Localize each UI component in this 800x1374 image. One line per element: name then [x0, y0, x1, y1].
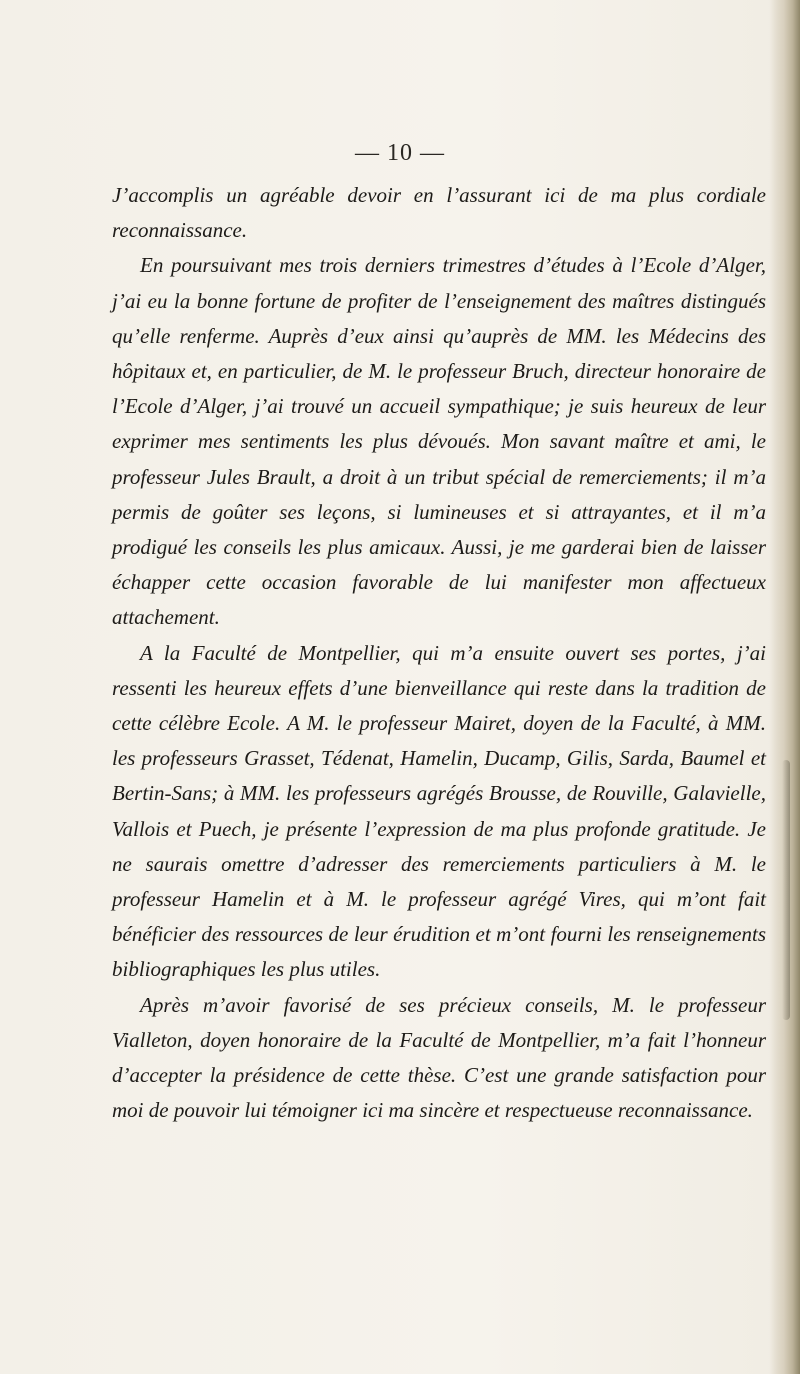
paragraph: Après m’avoir favorisé de ses précieux conseils, M. le professeur Vialleton, doyen honoraire de la Faculté de Montpellier, m’a fait l’honneur d’accepter la présidence de cette thèse. C’est une grande satisfaction pour moi de pouvoir lui témoigner ici ma sincère et respectueuse reconnaissance. [112, 992, 766, 1123]
body-text [112, 178, 766, 1128]
paragraph: En poursuivant mes trois derniers trimestres d’études à l’Ecole d’Alger, j’ai eu la bonne fortune de profiter de l’enseignement des maîtres distingués qu’elle renferme. Auprès d’eux ainsi qu’auprès de MM. les Médecins des hôpitaux et, en particulier, de M. le professeur Bruch, directeur honoraire de l’Ecole d’Alger, j’ai trouvé un accueil sympathique; je suis heureux de leur exprimer mes sentiments les plus dévoués. Mon savant maître et ami, le professeur Jules Brault, a droit à un tribut spécial de remerciements; il m’a permis de goûter ses leçons, si lumineuses et si attrayantes, et il m’a prodigué les conseils les plus amicaux. Aussi, je me garderai bien de laisser échapper cette occasion favorable de lui manifester mon affectueux attachement. [112, 253, 766, 630]
page-number: — 10 — [355, 140, 445, 166]
paragraph: J’accomplis un agréable devoir en l’assurant ici de ma plus cordiale reconnaissance. [112, 183, 766, 243]
paragraph: A la Faculté de Montpellier, qui m’a ensuite ouvert ses portes, j’ai ressenti les heureux effets d’une bienveillance qui reste dans la tradition de cette célèbre Ecole. A M. le professeur Mairet, doyen de la Faculté, à MM. les professeurs Grasset, Tédenat, Hamelin, Ducamp, Gilis, Sarda, Baumel et Bertin-Sans; à MM. les professeurs agrégés Brousse, de Rouville, Galavielle, Vallois et Puech, je présente l’expression de ma plus profonde gratitude. Je ne saurais omettre d’adresser des remerciements particuliers à M. le professeur Hamelin et à M. le professeur agrégé Vires, qui m’ont fait bénéficier des ressources de leur érudition et m’ont fourni les renseignements bibliographiques les plus utiles. [112, 640, 766, 982]
page-binding-edge [770, 0, 800, 1374]
page-binding-shadow [782, 760, 790, 1020]
